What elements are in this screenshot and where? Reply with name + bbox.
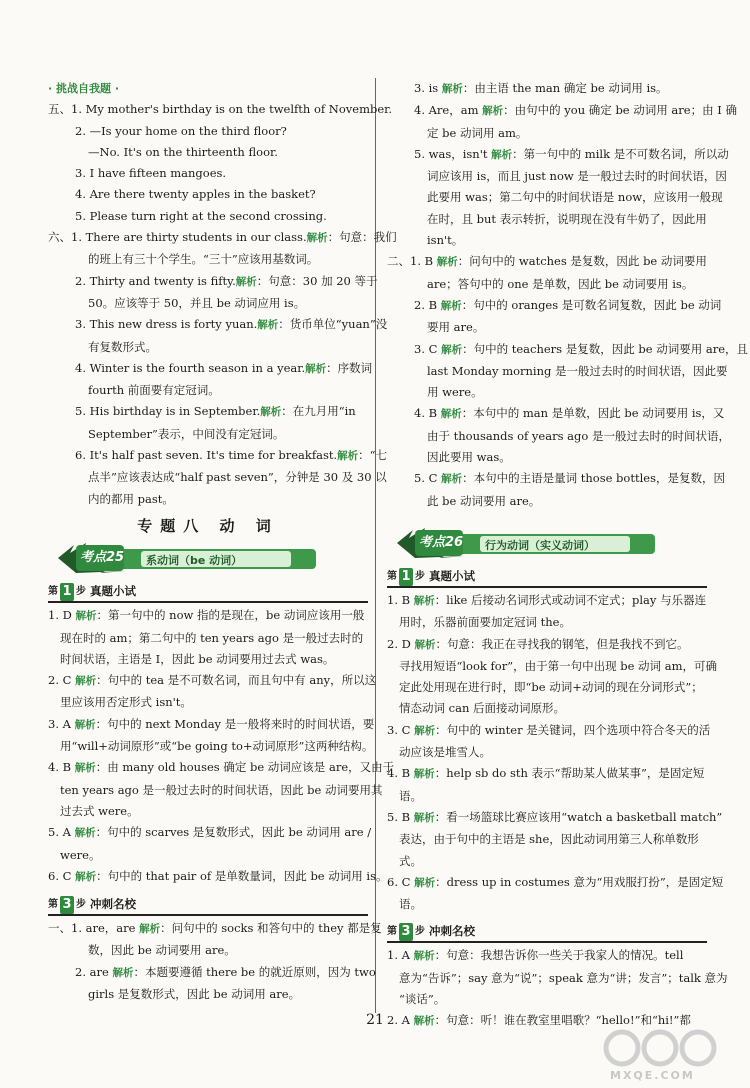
answer-line	[387, 144, 729, 166]
answer-text: isn't。	[427, 233, 464, 248]
answer-text: 2. —Is your home on the third floor?	[75, 123, 287, 138]
answer-text: 4. B	[414, 406, 441, 421]
analysis-label: 解析	[235, 275, 257, 288]
answer-text: 5. A	[48, 825, 75, 840]
answer-text: 的班上有三十个学生。“三十”应该用基数词。	[88, 252, 319, 267]
analysis-label: 解析	[413, 811, 435, 824]
answer-line	[387, 426, 730, 447]
analysis-text: ：本题要遵循 there be 的就近原则，因为 two	[133, 964, 376, 979]
answer-line	[387, 361, 728, 382]
answer-line	[48, 714, 375, 736]
answer-text: 4. Are there twenty apples in the basket?	[75, 187, 316, 202]
answer-text: 动应该是堆雪人。	[399, 745, 491, 760]
analysis-label: 解析	[75, 870, 97, 883]
step-suffix: 步	[415, 926, 425, 938]
analysis-text: ：第一句中的 milk 是不可数名词，所以动	[512, 146, 729, 161]
answer-line	[387, 382, 707, 403]
answer-text: 2. A	[387, 1013, 414, 1028]
answer-text: 此要用 was；第二句中的时间状语是 now，应该用一般现	[427, 190, 723, 205]
answer-line	[48, 984, 368, 1005]
answer-text: 有复数形式。	[88, 339, 157, 354]
step1-header-left	[48, 581, 368, 603]
analysis-text: ：句中的 oranges 是可数名词复数，因此 be 动词	[461, 297, 722, 312]
answer-text: 定此处用现在进行时，即“be 动词+动词的现在分词形式”；	[399, 680, 703, 695]
analysis-label: 解析	[112, 966, 134, 979]
analysis-label: 解析	[441, 83, 463, 95]
answer-line	[387, 807, 723, 829]
answer-text: 式。	[399, 853, 422, 868]
step-underline	[387, 941, 707, 943]
answer-text: 六、1. There are thirty students in our class.	[48, 230, 307, 245]
analysis-label: 解析	[74, 762, 96, 775]
answer-text: 4. Winter is the fourth season in a year.	[75, 360, 306, 375]
analysis-label: 解析	[75, 610, 97, 623]
analysis-text: ：第一句中的 now 指的是现在，be 动词应该用一般	[96, 608, 365, 623]
answer-text: 5. C	[414, 471, 442, 486]
answer-text: 一、1. are，are	[48, 921, 140, 936]
step-prefix: 第	[48, 586, 58, 598]
answer-text: 寻找用短语“look for”，由于第一句中出现 be 动词 am，可确	[399, 658, 717, 673]
answer-text: 时间状语，主语是 I，因此 be 动词要用过去式 was。	[60, 651, 335, 666]
answer-text: 情态动词 can 后面接动词原形。	[399, 701, 566, 716]
answer-line	[48, 822, 372, 844]
answer-line	[48, 866, 388, 888]
right-step1-lines	[387, 590, 724, 915]
analysis-text: ：句中的 scarves 是复数形式，因此 be 动词用 are /	[95, 825, 372, 840]
analysis-label: 解析	[257, 319, 279, 332]
left-column	[48, 78, 397, 1005]
step1-header-right	[387, 566, 707, 588]
answer-text: 1. B	[387, 592, 414, 607]
answer-text: 语。	[399, 788, 422, 803]
topic-title: 专题八 动 词	[137, 516, 279, 535]
answer-text: 5. B	[387, 809, 414, 824]
answer-line	[387, 251, 707, 273]
analysis-text: ：句中的 next Monday 是一般将来时的时间状语，要	[95, 716, 375, 731]
step-underline	[48, 914, 368, 916]
answer-line	[48, 227, 397, 249]
topic-banner-26	[395, 526, 707, 560]
answer-text: 3. is	[414, 81, 442, 95]
analysis-label: 解析	[414, 638, 436, 651]
step-suffix: 步	[76, 899, 86, 911]
answer-line	[387, 403, 725, 425]
analysis-label: 解析	[75, 675, 97, 688]
analysis-text: ：句意：我想告诉你一些关于我家人的情况。tell	[434, 948, 684, 963]
answer-text: 3. I have fifteen mangoes.	[75, 166, 227, 181]
answer-line	[48, 163, 368, 184]
analysis-label: 解析	[441, 343, 463, 356]
analysis-text: ：句中的 teachers 是复数，因此 be 动词要用 are，且	[462, 341, 749, 356]
answer-text: fourth 前面要有定冠词。	[88, 383, 220, 398]
analysis-text: ：句意：我们	[327, 230, 397, 245]
answer-line	[48, 314, 388, 336]
answer-line	[387, 872, 724, 894]
answer-line	[387, 468, 725, 490]
step-prefix: 第	[387, 926, 397, 938]
step3-header-right	[387, 921, 707, 943]
answer-text: 过去式 were。	[60, 803, 139, 818]
analysis-text: ：本句中的主语是量词 those bottles，是复数，因	[462, 471, 725, 486]
answer-text: 2. B	[414, 297, 441, 312]
answer-line	[48, 757, 395, 779]
answer-text: 要用 are。	[427, 320, 485, 335]
step-number-badge: 1	[60, 583, 74, 601]
step-suffix: 步	[415, 570, 425, 582]
answer-line	[387, 720, 711, 742]
answer-line	[387, 447, 707, 468]
answer-line	[48, 293, 368, 314]
answer-line	[48, 467, 387, 488]
answer-text: 二、1. B	[387, 254, 437, 269]
answer-text: 在时，且 but 表示转折，说明现在没有牛奶了，因此用	[427, 211, 707, 226]
answer-text: 4. B	[48, 760, 75, 775]
answer-text: 5. His birthday is in September.	[75, 404, 261, 419]
answer-text: 用 were。	[427, 385, 483, 400]
analysis-label: 解析	[413, 950, 435, 963]
answer-line	[48, 670, 377, 692]
analysis-text: ：句中的 winter 是关键词，四个选项中符合冬天的活	[435, 722, 711, 737]
answer-text: 因此要用 was。	[427, 450, 511, 465]
answer-text: 6. C	[48, 868, 76, 883]
watermark-icon	[592, 1028, 742, 1068]
analysis-label: 解析	[413, 594, 435, 607]
step-label: 冲刺名校	[429, 924, 475, 939]
answer-text: 表达，由于句中的主语是 she，因此动词用第三人称单数形	[399, 832, 699, 847]
answer-text: 2. D	[387, 636, 415, 651]
answer-line	[387, 656, 717, 677]
answer-line	[387, 894, 707, 915]
answer-text: 语。	[399, 897, 422, 912]
analysis-text: ：本句中的 man 是单数，因此 be 动词要用 is，又	[461, 406, 725, 421]
analysis-text: ：句中的 tea 是不可数名词，而且句中有 any，所以这	[96, 673, 377, 688]
answer-line	[387, 742, 707, 763]
answer-text: are；答句中的 one 是单数，因此 be 动词要用 is。	[427, 276, 694, 291]
answer-line	[48, 489, 368, 510]
answer-line	[48, 380, 368, 401]
answer-text: 由于 thousands of years ago 是一般过去时的时间状语，	[427, 428, 730, 443]
challenge-heading: · 挑战自我题 ·	[48, 82, 120, 95]
answer-line	[48, 692, 368, 713]
answer-text: —No. It's on the thirteenth floor.	[88, 144, 278, 159]
answer-line	[48, 962, 376, 984]
answer-line	[387, 230, 707, 251]
answer-text: 定 be 动词用 am。	[427, 125, 528, 140]
analysis-text: ：序数词	[326, 360, 373, 375]
answer-line	[48, 121, 368, 142]
answer-text: 1. A	[387, 948, 414, 963]
analysis-label: 解析	[306, 232, 328, 245]
analysis-label: 解析	[440, 408, 462, 421]
step-number-badge: 3	[60, 896, 74, 914]
step-number-badge: 1	[399, 568, 413, 586]
analysis-label: 解析	[74, 827, 96, 840]
analysis-label: 解析	[414, 876, 436, 889]
answer-line	[48, 845, 368, 866]
analysis-label: 解析	[436, 256, 458, 269]
banner-label: 系动词（be 动词）	[146, 554, 243, 568]
analysis-text: ：dress up in costumes 意为“用戏服打扮”，是固定短	[435, 874, 724, 889]
answer-line	[48, 940, 368, 961]
analysis-text: ：问句中的 socks 和答句中的 they 都是复	[160, 921, 382, 936]
answer-text: 数，因此 be 动词要用 are。	[88, 943, 236, 958]
answer-line	[387, 634, 707, 656]
right-column	[387, 78, 749, 1033]
answer-line	[387, 829, 707, 850]
answer-text: 3. C	[414, 341, 442, 356]
topic-banner-25	[56, 541, 368, 575]
analysis-text: ：货币单位“yuan”没	[278, 317, 388, 332]
analysis-label: 解析	[491, 148, 513, 161]
answer-line	[387, 945, 707, 967]
analysis-text: ：“七	[358, 448, 388, 463]
answer-line	[387, 491, 707, 512]
answer-text: 用“will+动词原形”或“be going to+动词原形”这两种结构。	[60, 739, 374, 754]
answer-text: 2. are	[75, 964, 113, 979]
answer-line	[48, 649, 368, 670]
analysis-label: 解析	[260, 406, 282, 419]
answer-text: 6. It's half past seven. It's time for breakfast.	[75, 448, 338, 463]
analysis-text: ：句意：我正在寻找我的钢笔，但是我找不到它。	[435, 636, 689, 651]
analysis-text: ：help sb do sth 表示“帮助某人做某事”，是固定短	[434, 766, 705, 781]
analysis-text: ：由 many old houses 确定 be 动词应该是 are，又由于	[95, 760, 395, 775]
answer-line	[387, 968, 728, 989]
analysis-label: 解析	[413, 1015, 435, 1028]
answer-text: 4. Are，am	[414, 103, 483, 118]
step-label: 真题小试	[90, 584, 136, 599]
banner-number: 考点26	[419, 534, 464, 550]
answer-text: girls 是复数形式，因此 be 动词用 are。	[88, 986, 301, 1001]
answer-text: September”表示，中间没有定冠词。	[88, 426, 285, 441]
answer-line	[387, 786, 707, 807]
answer-line	[387, 677, 707, 698]
answer-line	[48, 337, 368, 358]
left-step1-lines	[48, 605, 395, 888]
answer-text: 5. was，isn't	[414, 146, 492, 161]
answer-line	[48, 918, 382, 940]
answer-line	[387, 100, 737, 122]
answer-line	[48, 445, 388, 467]
answer-line	[48, 358, 373, 380]
step-prefix: 第	[387, 570, 397, 582]
right-answer-lines	[387, 78, 749, 512]
step-underline	[48, 601, 368, 603]
answer-line	[387, 78, 707, 100]
answer-line	[48, 271, 378, 293]
answer-text: 1. D	[48, 608, 76, 623]
answer-line	[48, 801, 368, 822]
answer-text: were。	[60, 847, 101, 862]
answer-text: ten years ago 是一般过去时的时间状语，因此 be 动词要用其	[60, 782, 383, 797]
answer-text: 2. C	[48, 673, 76, 688]
analysis-text: ：句意：30 加 20 等于	[256, 273, 378, 288]
answer-text: 2. Thirty and twenty is fifty.	[75, 273, 236, 288]
step3-header-left	[48, 894, 368, 916]
answer-line	[387, 851, 707, 872]
answer-text: 里应该用否定形式 isn't。	[60, 695, 192, 710]
answer-text: “谈话”。	[399, 991, 446, 1006]
step-label: 真题小试	[429, 568, 475, 583]
analysis-text: ：句意：听！谁在教室里唱歌？“hello!”和“hi!”都	[434, 1013, 691, 1028]
analysis-label: 解析	[482, 105, 504, 118]
analysis-label: 解析	[441, 473, 463, 486]
answer-line	[48, 401, 368, 423]
analysis-label: 解析	[139, 923, 161, 936]
banner-number: 考点25	[80, 550, 125, 566]
left-step3-lines	[48, 918, 382, 1005]
answer-line	[387, 166, 727, 187]
answer-text: 50。应该等于 50，并且 be 动词应用 is。	[88, 295, 306, 310]
step-label: 冲刺名校	[90, 897, 136, 912]
answer-line	[48, 736, 374, 757]
watermark-text: MXQE.COM	[610, 1069, 695, 1082]
answer-text: 3. A	[48, 716, 75, 731]
answer-line	[387, 274, 707, 295]
analysis-text: ：由主语 the man 确定 be 动词用 is。	[462, 81, 668, 95]
analysis-text: ：在九月用“in	[281, 404, 356, 419]
analysis-label: 解析	[337, 450, 359, 463]
answer-text: 3. C	[387, 722, 415, 737]
answer-line	[387, 590, 707, 612]
answer-line	[48, 780, 383, 801]
analysis-text: ：由句中的 you 确定 be 动词用 are；由 I 确	[503, 103, 737, 118]
watermark-logo	[592, 1028, 742, 1084]
answer-line	[387, 317, 707, 338]
answer-line	[387, 698, 707, 719]
answer-line	[48, 142, 368, 163]
answer-text: 6. C	[387, 874, 415, 889]
analysis-label: 解析	[440, 299, 462, 312]
answer-line	[48, 206, 368, 227]
answer-text: 3. This new dress is forty yuan.	[75, 317, 258, 332]
analysis-text: ：看一场篮球比赛应该用“watch a basketball match”	[434, 809, 723, 824]
answer-line	[48, 99, 393, 120]
analysis-text: ：句中的 that pair of 是单数量词，因此 be 动词用 is。	[96, 868, 388, 883]
answer-line	[48, 249, 368, 270]
answer-line	[387, 123, 707, 144]
step-underline	[387, 586, 707, 588]
banner-label: 行为动词（实义动词）	[485, 538, 595, 552]
answer-line	[48, 184, 368, 205]
answer-line	[387, 187, 723, 208]
analysis-label: 解析	[413, 768, 435, 781]
answer-text: 此 be 动词要用 are。	[427, 493, 541, 508]
analysis-label: 解析	[74, 718, 96, 731]
answer-text: 5. Please turn right at the second crossing.	[75, 208, 327, 223]
answer-text: 用时，乐器前面要加定冠词 the。	[399, 615, 571, 630]
answer-line	[387, 339, 749, 361]
analysis-text: ：问句中的 watches 是复数，因此 be 动词要用	[457, 254, 707, 269]
answer-text: 点半”应该表达成“half past seven”，分钟是 30 及 30 以	[88, 470, 387, 485]
answer-line	[48, 628, 368, 649]
answer-text: 内的都用 past。	[88, 491, 174, 506]
answer-line	[387, 295, 722, 317]
answer-line	[387, 209, 707, 230]
answer-text: 4. B	[387, 766, 414, 781]
answer-line	[387, 612, 707, 633]
step-prefix: 第	[48, 899, 58, 911]
answer-line	[387, 763, 707, 785]
answer-text: 词应该用 is，而且 just now 是一般过去时的时间状语，因	[427, 169, 727, 184]
answer-text: 五、1. My mother's birthday is on the twelfth of November.	[48, 102, 393, 117]
step-suffix: 步	[76, 586, 86, 598]
answer-text: 现在时的 am；第二句中的 ten years ago 是一般过去时的	[60, 630, 364, 645]
analysis-text: ：like 后接动名词形式或动词不定式；play 与乐器连	[434, 592, 707, 607]
analysis-label: 解析	[414, 724, 436, 737]
step-number-badge: 3	[399, 923, 413, 941]
analysis-label: 解析	[305, 362, 327, 375]
answer-text: last Monday morning 是一般过去时的时间状语，因此要	[427, 363, 728, 378]
page-number: 21	[366, 1012, 384, 1028]
answer-line	[48, 605, 368, 627]
answer-text: 意为“告诉”；say 意为“说”；speak 意为“讲；发言”；talk 意为	[399, 970, 728, 985]
left-answer-lines	[48, 99, 397, 510]
answer-line	[48, 424, 368, 445]
answer-line	[387, 989, 707, 1010]
